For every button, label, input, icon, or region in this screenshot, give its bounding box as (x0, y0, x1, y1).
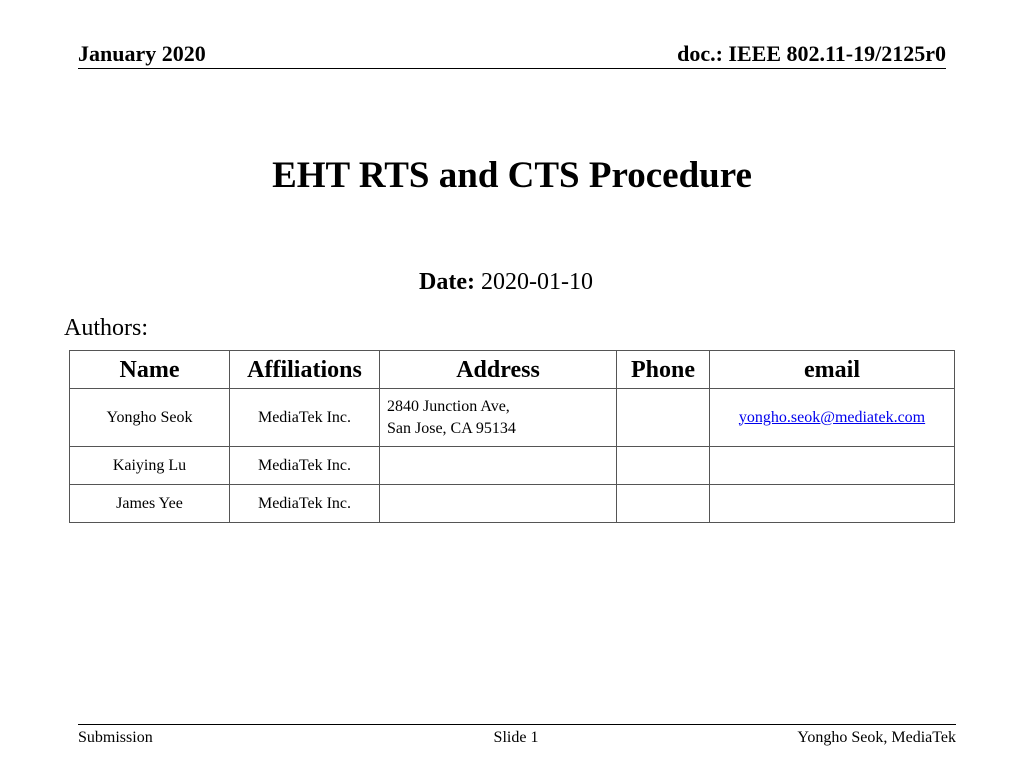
date-label: Date: (419, 269, 475, 295)
header-date: January 2020 (78, 41, 206, 66)
address-line-1: 2840 Junction Ave, (387, 397, 510, 415)
address-line-2: San Jose, CA 95134 (387, 419, 516, 437)
authors-table (69, 350, 955, 523)
header-divider (78, 68, 946, 69)
header-doc-id: doc.: IEEE 802.11-19/2125r0 (677, 41, 946, 66)
author-name: Kaiying Lu (70, 447, 230, 485)
column-header-name: Name (70, 351, 230, 389)
author-affiliation: MediaTek Inc. (230, 389, 380, 447)
author-address (380, 447, 617, 485)
column-header-affiliations: Affiliations (230, 351, 380, 389)
author-address (380, 485, 617, 523)
author-phone (617, 389, 710, 447)
table-row (70, 447, 955, 485)
author-email (710, 447, 955, 485)
slide-title: EHT RTS and CTS Procedure (272, 155, 752, 196)
author-phone (617, 447, 710, 485)
authors-label: Authors: (64, 315, 148, 341)
author-name: James Yee (70, 485, 230, 523)
author-address (380, 389, 617, 447)
column-header-address: Address (380, 351, 617, 389)
author-phone (617, 485, 710, 523)
column-header-phone: Phone (617, 351, 710, 389)
footer-submission: Submission (78, 729, 153, 746)
table-header-row (70, 351, 955, 389)
author-affiliation: MediaTek Inc. (230, 447, 380, 485)
footer-slide-number: Slide 1 (493, 729, 539, 746)
table-row (70, 389, 955, 447)
author-name: Yongho Seok (70, 389, 230, 447)
date-line (0, 266, 1012, 298)
footer-divider (78, 724, 956, 725)
author-email (710, 389, 955, 447)
author-email (710, 485, 955, 523)
email-link[interactable]: yongho.seok@mediatek.com (738, 408, 926, 426)
table-row (70, 485, 955, 523)
date-value: 2020-01-10 (480, 269, 593, 295)
author-affiliation: MediaTek Inc. (230, 485, 380, 523)
column-header-email: email (710, 351, 955, 389)
footer-author: Yongho Seok, MediaTek (797, 729, 956, 746)
